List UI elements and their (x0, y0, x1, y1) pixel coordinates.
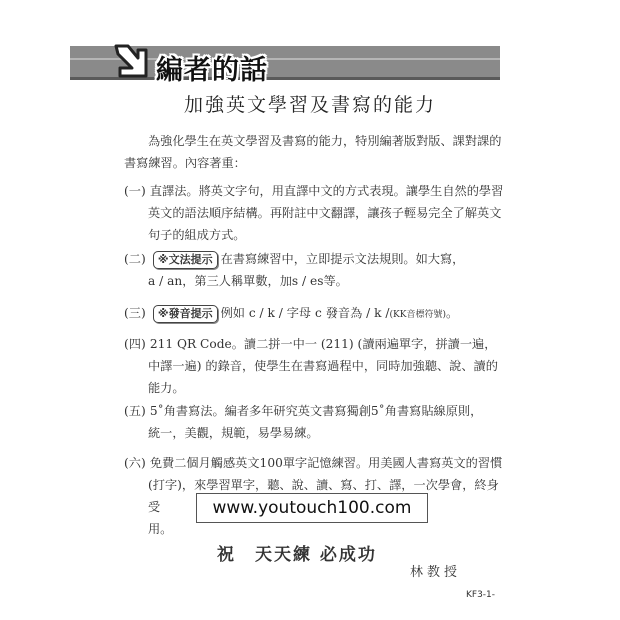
item-number: (三) (124, 306, 146, 320)
item-line: 在書寫練習中，立即提示文法規則。如大寫， (220, 252, 465, 266)
item-line: 統一，美觀，規範，易學易練。 (148, 426, 319, 440)
item-line: a / an，第三人稱單數，加s / es等。 (148, 274, 348, 288)
grammar-tip-badge: ※文法提示 (153, 251, 218, 269)
item-line: 句子的組成方式。 (148, 228, 246, 242)
list-item (124, 180, 504, 246)
item-line: 用。 (148, 522, 173, 536)
item-line: 能力。 (148, 381, 185, 395)
intro-line-1: 為強化學生在英文學習及書寫的能力，特別編著版對版、課對課的 (148, 134, 502, 148)
header-banner (70, 46, 500, 86)
list-item (124, 248, 504, 292)
item-line: 英文的語法順序結構。再附註中文翻譯，讓孩子輕易完全了解英文 (148, 206, 502, 220)
item-line: 免費二個月觸感英文100單字記憶練習。用美國人書寫英文的習慣 (149, 456, 503, 470)
page-title: 加強英文學習及書寫的能力 (183, 94, 436, 116)
arrow-icon (112, 42, 150, 84)
page-code: KF3-1- (466, 590, 496, 600)
list-item (124, 400, 504, 444)
item-number: (二) (124, 252, 146, 266)
item-end: 。 (445, 306, 459, 320)
item-line: 211 QR Code。讀二拼一中一 (211) (讀兩遍單字，拼讀一遍， (149, 337, 497, 351)
header-title: 編者的話 (156, 55, 268, 86)
item-line: 中譯一遍) 的錄音，使學生在書寫過程中，同時加強聽、說、讀的 (148, 359, 498, 373)
item-line: 5˚角書寫法。編者多年研究英文書寫獨創5˚角書寫貼線原則， (149, 404, 483, 418)
list-item (124, 302, 504, 326)
author: 林教授 (410, 565, 462, 580)
intro-line-2: 書寫練習。內容著重： (124, 156, 246, 170)
item-number: (一) (124, 184, 146, 198)
item-line: 直譯法。將英文字句，用直譯中文的方式表現。讓學生自然的學習 (149, 184, 504, 198)
pronunciation-tip-badge: ※發音提示 (153, 305, 218, 323)
item-number: (六) (124, 456, 146, 470)
item-line: (打字)，來學習單字，聽、說、讀、寫、打、譯，一次學會，終身受 (148, 478, 499, 514)
item-number: (四) (124, 337, 146, 351)
motto: 祝 天天練 必成功 (217, 545, 377, 565)
website-url[interactable]: www.youtouch100.com (196, 493, 428, 523)
list-item (124, 333, 504, 399)
kk-note: (KK音標符號) (389, 310, 446, 320)
item-line: 例如 c / k / 字母 c 發音為 / k / (220, 306, 390, 320)
item-number: (五) (124, 404, 146, 418)
